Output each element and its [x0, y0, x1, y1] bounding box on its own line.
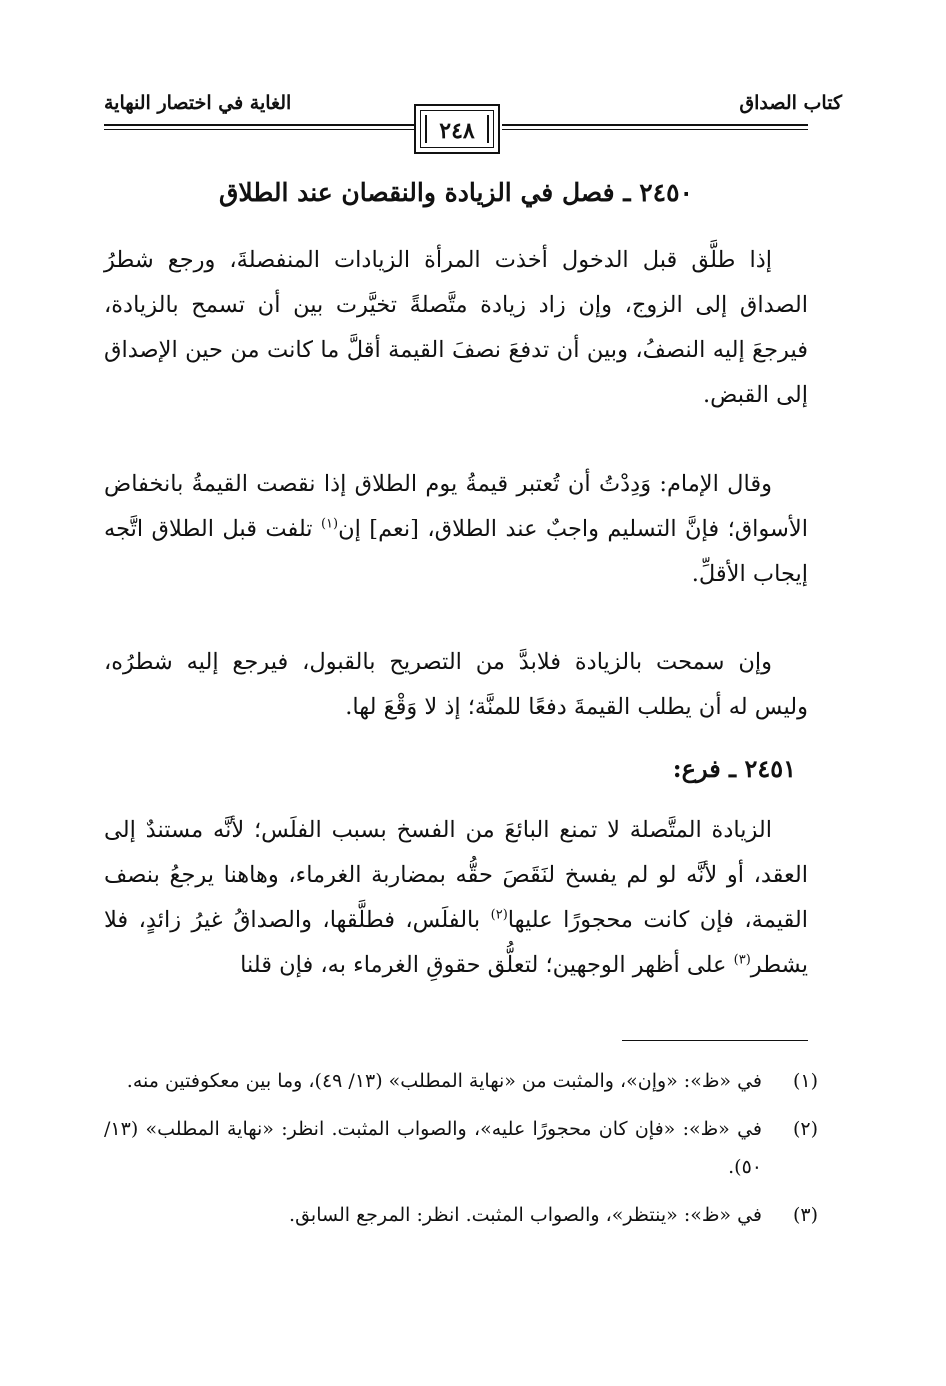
paragraph-4-part-1: الزيادة المتَّصلة لا تمنع البائعَ من الفسخ بسبب الفلَس؛ لأنَّه مستندٌ إلى العقد، أو لأنَّه لو لم يفسخ لنَقَصَ حقُّه بمضاربة الغرماء، وهاهنا يرجعُ بنصف القيمة، فإن كانت محجورًا عليها [104, 817, 808, 933]
paragraph-4-text [104, 808, 808, 988]
footnote-text: في «ظ»: «ينتظر»، والصواب المثبت. انظر: المرجع السابق. [289, 1204, 762, 1226]
paragraph-4 [104, 808, 808, 988]
running-header-book-title: الغاية في اختصار النهاية [104, 92, 292, 114]
footnote-ref-2[interactable]: (٢) [490, 907, 508, 923]
paragraph-1 [104, 238, 808, 418]
header-rule-left-thin [104, 129, 414, 130]
footnote-number: (١) [792, 1070, 818, 1092]
footnote-item [104, 1110, 818, 1186]
paragraph-1-text: إذا طلَّق قبل الدخول أخذت المرأة الزيادات المنفصلةَ، ورجع شطرُ الصداق إلى الزوج، وإن زاد زيادة متَّصلةً تخيَّرت بين أن تسمح بالزيادة، فيرجعَ إليه النصفُ، وبين أن تدفعَ نصفَ القيمة أقلَّ ما كانت من حين الإصداق إلى القبض. [104, 247, 808, 408]
footnote-text: في «ظ»: «فإن كان محجورًا عليه»، والصواب المثبت. انظر: «نهاية المطلب» (١٣/ ٥٠). [104, 1118, 762, 1178]
paragraph-2-text [104, 462, 808, 597]
paragraph-3-text: وإن سمحت بالزيادة فلابدَّ من التصريح بالقبول، فيرجع إليه شطرُه، وليس له أن يطلب القيمةَ دفعًا للمنَّة؛ إذ لا وَقْعَ لها. [104, 649, 808, 720]
footnote-item [104, 1062, 818, 1100]
paragraph-4-part-2: بالفلَس، فطلَّقها، والصداقُ غيرُ زائدٍ، فلا يشطر [104, 907, 808, 978]
footnote-separator [622, 1040, 808, 1041]
header-rule-right-thin [502, 129, 808, 130]
page-number-frame [414, 104, 500, 154]
paragraph-2-part-1: وقال الإمام: وَدِدْتُ أن تُعتبر قيمةُ يوم الطلاق إذا نقصت القيمةُ بانخفاض الأسواق؛ فإنَّ التسليم واجبٌ عند الطلاق، [نعم] إن [104, 471, 808, 542]
footnote-item [104, 1196, 818, 1234]
header-rule-right-thick [502, 124, 808, 126]
footnote-ref-3[interactable]: (٣) [733, 952, 751, 968]
subsection-heading: ٢٤٥١ ـ فرع: [672, 754, 796, 783]
footnote-text: في «ظ»: «وإن»، والمثبت من «نهاية المطلب» (١٣/ ٤٩)، وما بين معكوفتين منه. [126, 1070, 762, 1092]
footnote-number: (٣) [792, 1204, 818, 1226]
page-number: ٢٤٨ [439, 118, 475, 144]
footnote-ref-1[interactable]: (١) [320, 516, 339, 532]
paragraph-3 [104, 640, 808, 730]
header-rule-left-thick [104, 124, 414, 126]
running-header-chapter: كتاب الصداق [739, 92, 842, 114]
footnotes [104, 1062, 818, 1244]
paragraph-2-part-2: تلفت قبل الطلاق اتَّجه إيجاب الأقلِّ. [104, 516, 808, 587]
paragraph-2 [104, 462, 808, 597]
paragraph-4-part-3: على أظهر الوجهين؛ لتعلُّق حقوقِ الغرماء به، فإن قلنا [240, 952, 734, 978]
section-heading: ٢٤٥٠ ـ فصل في الزيادة والنقصان عند الطلاق [219, 178, 693, 207]
footnote-number: (٢) [792, 1118, 818, 1140]
